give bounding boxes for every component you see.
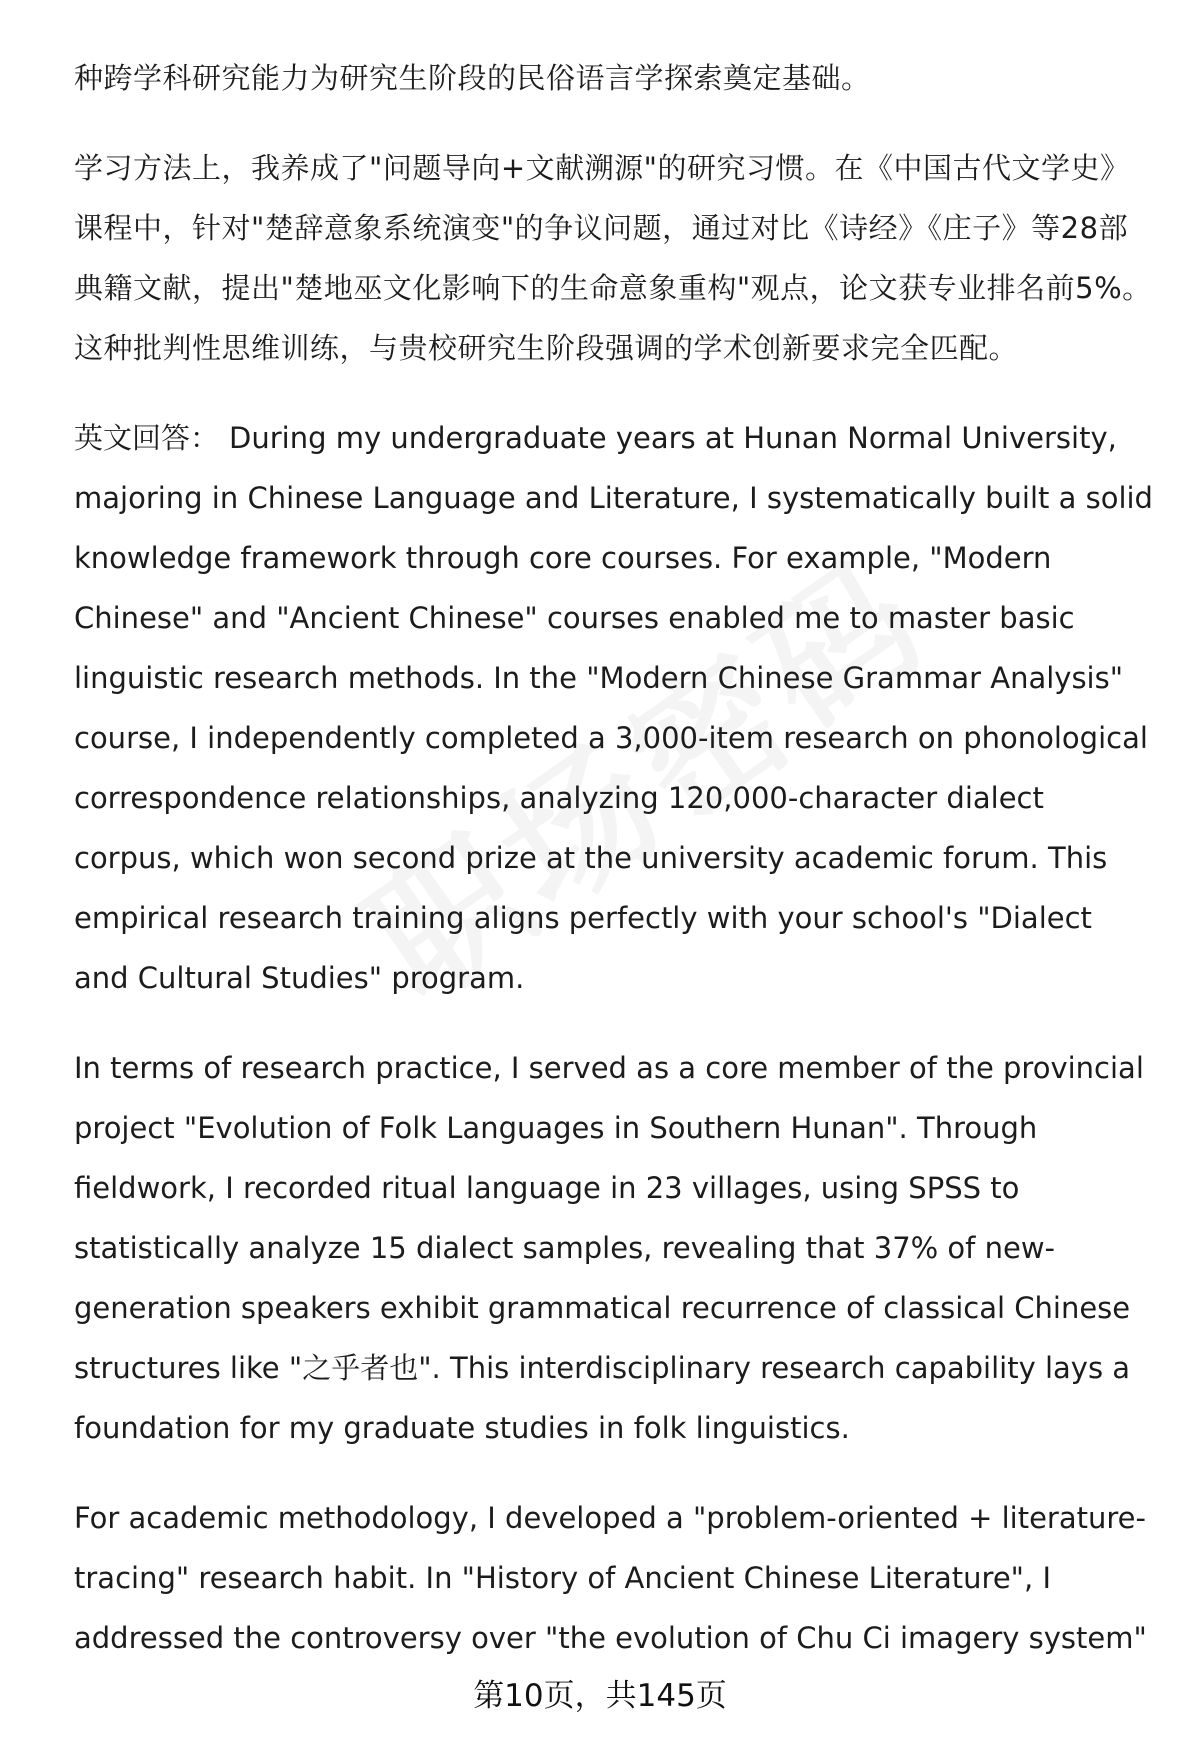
paragraph-4: In terms of research practice, I served as a core member of the provincial project "Evolution of Folk Languages in Southern Hunan". Through fieldwork, I recorded ritual language in 23 villages, using SPSS to statistically analyze 15 dialect samples, revealing that 37% of new-generation speakers exhibit grammatical recurrence of classical Chinese structures like "之乎者也". This interdisciplinary research capability lays a foundation for my graduate studies in folk linguistics.	[74, 1051, 1144, 1445]
english-answer-label: 英文回答：	[74, 421, 220, 455]
paragraph-2: 学习方法上，我养成了"问题导向+文献溯源"的研究习惯。在《中国古代文学史》课程中，针对"楚辞意象系统演变"的争议问题，通过对比《诗经》《庄子》等28部典籍文献，提出"楚地巫文化影响下的生命意象重构"观点，论文获专业排名前5%。这种批判性思维训练，与贵校研究生阶段强调的学术创新要求完全匹配。	[74, 151, 1152, 365]
paragraph-1: 种跨学科研究能力为研究生阶段的民俗语言学探索奠定基础。	[74, 61, 871, 95]
document-body	[74, 48, 1154, 1668]
paragraph-3-text: During my undergraduate years at Hunan Normal University, majoring in Chinese Language and Literature, I systematically built a solid knowledge framework through core courses. For example, "Modern Chinese" and "Ancient Chinese" courses enabled me to master basic linguistic research methods. In the "Modern Chinese Grammar Analysis" course, I independently completed a 3,000-item research on phonological correspondence relationships, analyzing 120,000-character dialect corpus, which won second prize at the university academic forum. This empirical research training aligns perfectly with your school's "Dialect and Cultural Studies" program.	[74, 421, 1153, 995]
paragraph-5: For academic methodology, I developed a "problem-oriented + literature-tracing" research habit. In "History of Ancient Chinese Literature", I addressed the controversy over "the evolution of Chu Ci imagery system"	[74, 1501, 1147, 1655]
page-number-footer: 第10页，共145页	[473, 1678, 727, 1714]
paragraph-3	[74, 408, 1154, 1008]
